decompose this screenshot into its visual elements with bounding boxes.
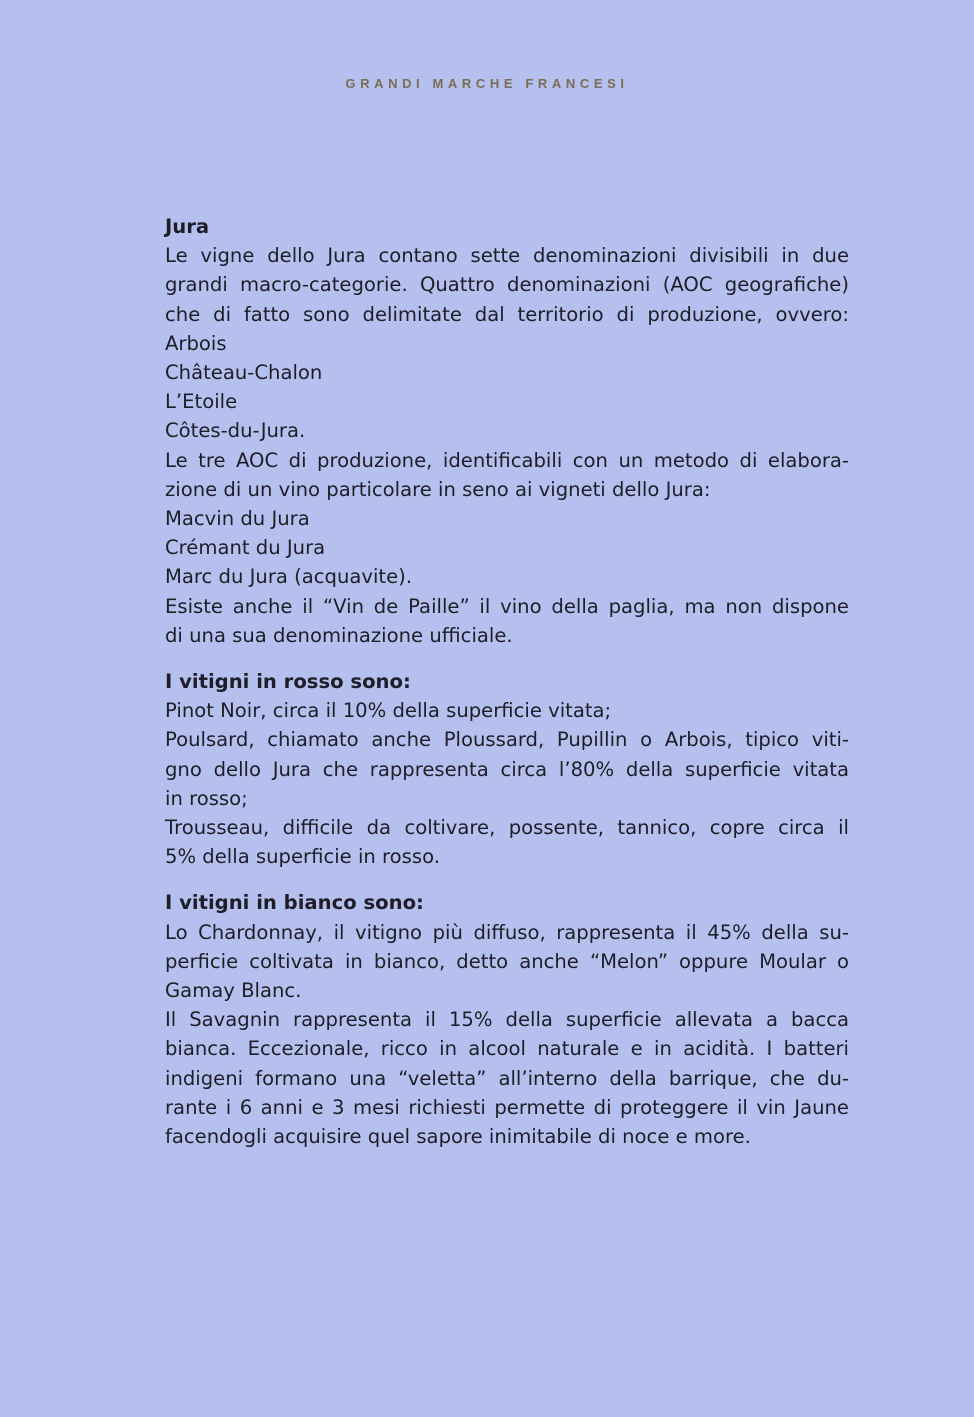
text-line: in rosso; [165,786,248,810]
text-line: Pinot Noir, circa il 10% della superficie vitata; [165,699,612,723]
text-line: perficie coltivata in bianco, detto anche “Melon” oppure Moular o [165,949,849,973]
text-line: di una sua denominazione ufficiale. [165,623,513,647]
text-line: gno dello Jura che rappresenta circa l’80% della superficie vitata [165,757,849,781]
section-jura [165,212,849,650]
running-title: GRANDI MARCHE FRANCESI [345,76,629,91]
text-line: Marc du Jura (acquavite). [165,565,413,589]
text-line: che di fatto sono delimitate dal territorio di produzione, ovvero: [165,302,849,326]
text-line: Crémant du Jura [165,536,326,560]
section-heading: Jura [165,215,210,238]
text-line: zione di un vino particolare in seno ai vigneti dello Jura: [165,477,711,501]
text-line: Poulsard, chiamato anche Ploussard, Pupillin o Arbois, tipico viti- [165,728,849,752]
text-line: bianca. Eccezionale, ricco in alcool naturale e in acidità. I batteri [165,1037,849,1061]
text-line: 5% della superficie in rosso. [165,845,440,869]
section-vitigni-rossi [165,667,849,871]
text-line: L’Etoile [165,390,238,414]
text-line: indigeni formano una “veletta” all’interno della barrique, che du- [165,1066,849,1090]
text-line: rante i 6 anni e 3 mesi richiesti permette di proteggere il vin Jaune [165,1095,849,1119]
text-line: Trousseau, difficile da coltivare, possente, tannico, copre circa il [165,815,849,839]
section-heading: I vitigni in rosso sono: [165,669,411,693]
text-line: Côtes-du-Jura. [165,419,306,443]
text-line: Arbois [165,331,227,355]
section-heading: I vitigni in bianco sono: [165,891,424,915]
text-line: Macvin du Jura [165,506,310,530]
text-line: Le vigne dello Jura contano sette denominazioni divisibili in due [165,244,849,268]
text-line: Lo Chardonnay, il vitigno più diffuso, rappresenta il 45% della su- [165,920,849,944]
text-line: grandi macro-categorie. Quattro denominazioni (AOC geografiche) [165,273,849,297]
page-body [165,212,849,1168]
text-line: Il Savagnin rappresenta il 15% della superficie allevata a bacca [165,1008,849,1032]
text-line: Gamay Blanc. [165,978,302,1002]
text-line: facendogli acquisire quel sapore inimitabile di noce e more. [165,1124,751,1148]
text-line: Château-Chalon [165,360,323,384]
section-vitigni-bianchi [165,888,849,1151]
text-line: Le tre AOC di produzione, identificabili con un metodo di elabora- [165,448,849,472]
text-line: Esiste anche il “Vin de Paille” il vino della paglia, ma non dispone [165,594,849,618]
